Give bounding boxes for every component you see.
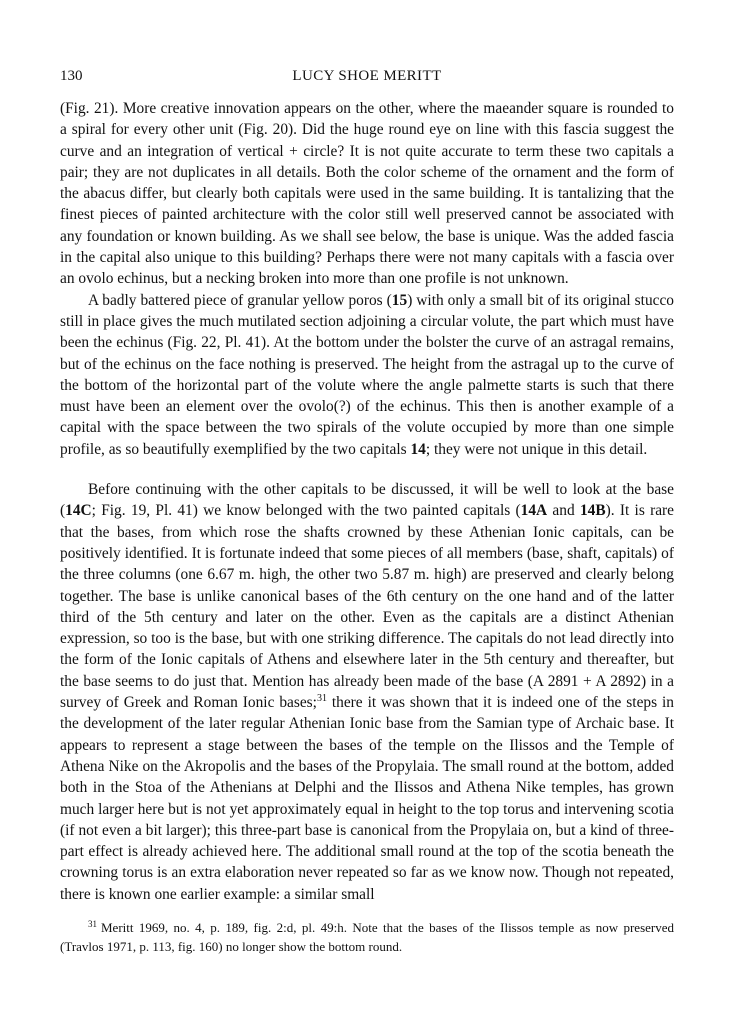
catalog-number-14c: 14C	[65, 502, 92, 520]
body-text	[60, 98, 674, 905]
footnote	[60, 918, 674, 956]
paragraph-2-text-a: A badly battered piece of granular yellow poros (	[88, 291, 392, 309]
paragraph-2-text-c: ) with only a small bit of its original stucco still in place gives the much mutilated section adjoining a circular volute, the part which must have been the echinus (Fig. 22, Pl. 41). At the bottom under the bolster the curve of an astragal remains, but of the echinus on the face nothing is preserved. The height from the astragal up to the curve of the bottom of the horizontal part of the volute where the angle palmette starts is such that there must have been an element over the ovolo(?) of the echinus. This then is another example of a capital with the space between the two spirals of the volute occupied by more than one simple profile, as so beautifully exemplified by the two capitals	[60, 291, 675, 458]
page-number: 130	[60, 68, 83, 84]
catalog-number-14b: 14B	[579, 502, 606, 520]
paragraph-3-text-e: and	[547, 502, 580, 520]
paragraph-3-text-c: ; Fig. 19, Pl. 41) we know belonged with the two painted capitals (	[91, 502, 521, 520]
catalog-number-14a: 14A	[520, 502, 548, 520]
footnote-number: 31	[88, 918, 97, 929]
footnote-text: Meritt 1969, no. 4, p. 189, fig. 2:d, pl. 49:h. Note that the bases of the Ilissos temple as now preserved (Travlos 1971, p. 113, fig. 160) no longer show the bottom round.	[60, 920, 674, 954]
running-head: LUCY SHOE MERITT	[292, 68, 442, 84]
footnote-reference[interactable]: 31	[316, 692, 327, 704]
paragraph-2-text-e: ; they were not unique in this detail.	[425, 440, 648, 458]
paragraph-3-text-g: ). It is rare that the bases, from which rose the shafts crowned by these Athenian Ionic capitals, can be positively identified. It is fortunate indeed that some pieces of all members (base, shaft, capitals) of the three columns (one 6.67 m. high, the other two 5.87 m. high) are preserved and clearly belong together. The base is unlike canonical bases of the 6th century on the one hand and of the latter third of the 5th century and later on the other. Even as the capitals are a distinct Athenian expression, so too is the base, but with one striking difference. The capitals do not lead directly into the form of the Ionic capitals of Athens and elsewhere later in the 5th century and thereafter, but the base seems to do just that. Mention has already been made of the base (A 2891 + A 2892) in a survey of Greek and Roman Ionic bases;	[60, 502, 675, 712]
page-header	[60, 68, 674, 90]
catalog-number-15: 15	[391, 291, 408, 309]
paragraph-3-text-h: there it was shown that it is indeed one of the steps in the development of the later regular Athenian Ionic base from the Samian type of Archaic base. It appears to represent a stage between the bases of the temple on the Ilissos and the Temple of Athena Nike on the Akropolis and the bases of the Propylaia. The small round at the bottom, added both in the Stoa of the Athenians at Delphi and the Ilissos and Athena Nike temples, has grown much larger here but is not yet approximately equal in height to the top torus and intervening scotia (if not even a bit larger); this three-part base is canonical from the Propylaia on, but a kind of three-part effect is already achieved here. The additional small round at the top of the scotia beneath the crowning torus is an extra elaboration never repeated so far as we know now. Though not repeated, there is known one earlier example: a similar small	[60, 694, 674, 903]
paragraph-1: (Fig. 21). More creative innovation appears on the other, where the maeander square is rounded to a spiral for every other unit (Fig. 20). Did the huge round eye on line with this fascia suggest the curve and an integration of vertical + circle? It is not quite accurate to term these two capitals a pair; they are not duplicates in all details. Both the color scheme of the ornament and the form of the abacus differ, but clearly both capitals were used in the same building. It is tantalizing that the finest pieces of painted architecture with the color still well preserved cannot be associated with any foundation or known building. As we shall see below, the base is unique. Was the added fascia in the capital also unique to this building? Perhaps there were not many capitals with a fascia over an ovolo echinus, but a necking broken into more than one profile is not unknown.	[60, 100, 674, 288]
paragraph-2	[60, 290, 674, 460]
catalog-number-14: 14	[410, 440, 426, 458]
paragraph-3	[60, 479, 674, 905]
paragraph-3-text-a: Before continuing with the other capitals to be discussed, it will be well to look at the base (	[60, 481, 674, 520]
